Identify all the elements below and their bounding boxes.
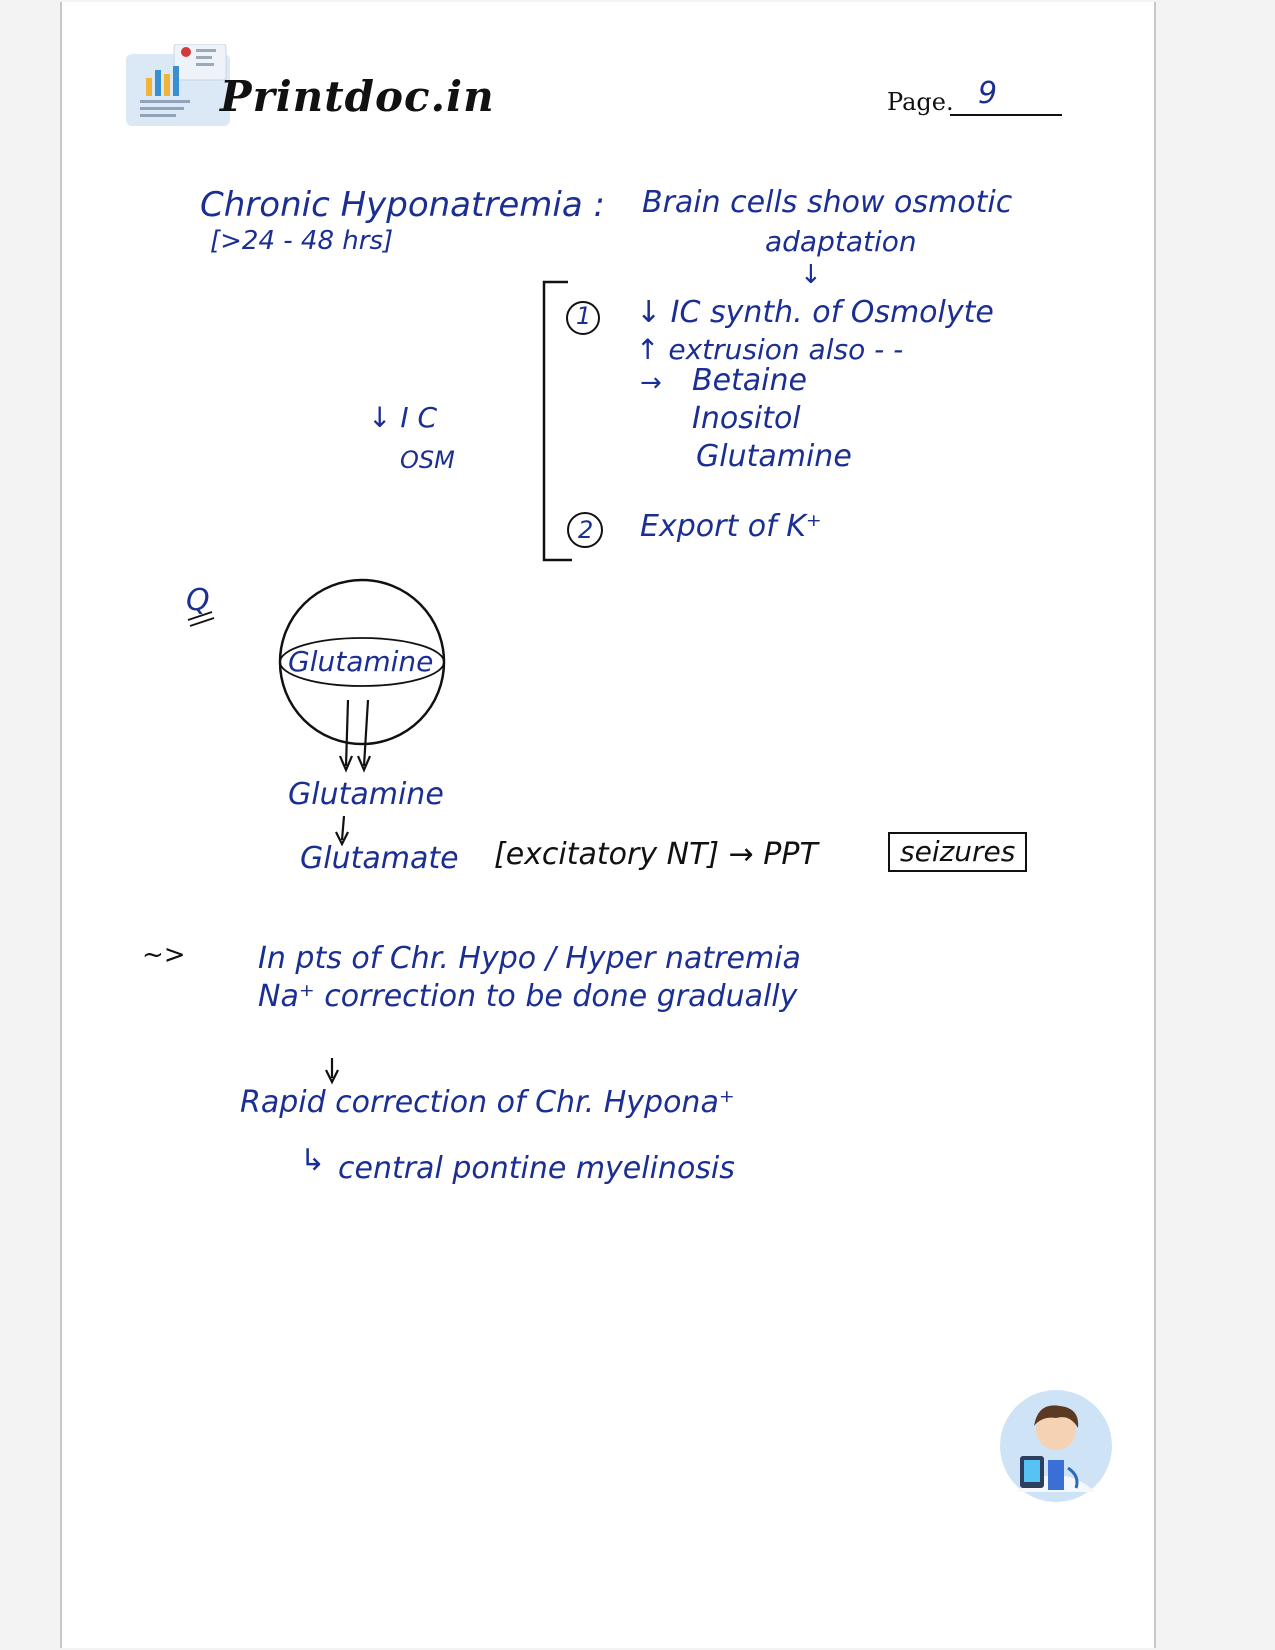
osmolyte-betaine: Betaine xyxy=(692,363,807,398)
q-underline xyxy=(188,612,214,626)
efflux-arrow-1 xyxy=(340,700,352,770)
conversion-arrow xyxy=(336,816,348,844)
point-2-number: 2 xyxy=(578,516,594,544)
osmolyte-arrow: → xyxy=(640,368,662,398)
doctor-avatar-icon xyxy=(998,1388,1114,1504)
question-mark: Q xyxy=(186,583,210,618)
point-1-extrusion: ↑ extrusion also - - xyxy=(636,333,904,366)
page-label: Page. xyxy=(887,88,954,116)
osm-label: OSM xyxy=(400,446,455,474)
cell-label: Glutamine xyxy=(288,645,434,678)
point-1-number: 1 xyxy=(576,302,592,330)
hook-arrow: ↳ xyxy=(300,1143,326,1178)
point-1-circle xyxy=(567,302,599,334)
seizures-box: seizures xyxy=(888,832,1027,872)
osmolyte-inositol: Inositol xyxy=(692,401,801,436)
central-pontine-myelinosis: central pontine myelinosis xyxy=(338,1151,735,1186)
down-arrow: ↓ xyxy=(800,260,822,290)
brand-logo-text: Printdoc.in xyxy=(220,72,495,121)
glutamine-label: Glutamine xyxy=(288,777,444,812)
ic-label: ↓ I C xyxy=(368,401,438,434)
note-duration: [>24 - 48 hrs] xyxy=(210,226,394,256)
point-2-export: Export of K⁺ xyxy=(640,509,822,544)
page-number: 9 xyxy=(978,76,998,111)
glutamate-label: Glutamate xyxy=(300,841,459,876)
correction-line-2: Na⁺ correction to be done gradually xyxy=(258,979,798,1014)
squiggle-mark: ~> xyxy=(142,940,186,970)
note-title: Chronic Hyponatremia : xyxy=(200,185,605,225)
effect-line-2: adaptation xyxy=(765,225,917,258)
down-arrow-stroke xyxy=(326,1058,338,1082)
cell-circle xyxy=(280,580,444,744)
effect-line-1: Brain cells show osmotic xyxy=(642,185,1013,220)
rapid-correction: Rapid correction of Chr. Hypona⁺ xyxy=(240,1085,735,1120)
point-2-circle xyxy=(568,513,602,547)
osmolyte-glutamine: Glutamine xyxy=(696,439,852,474)
correction-line-1: In pts of Chr. Hypo / Hyper natremia xyxy=(258,941,801,976)
cell-label-oval xyxy=(280,638,444,686)
point-1-synthesis: ↓ IC synth. of Osmolyte xyxy=(636,295,994,330)
efflux-arrow-2 xyxy=(358,700,370,770)
excitatory-note: [excitatory NT] → PPT xyxy=(494,837,818,872)
